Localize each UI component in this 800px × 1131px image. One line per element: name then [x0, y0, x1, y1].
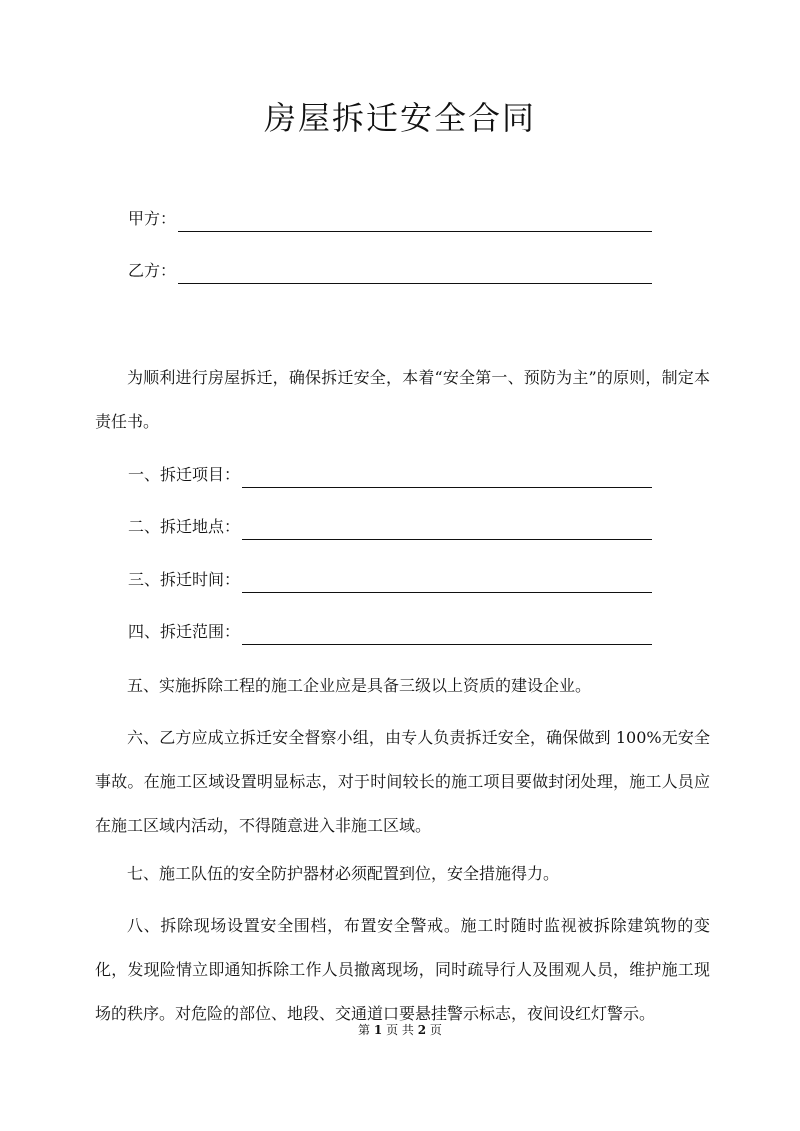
item-scope-field	[128, 621, 652, 645]
clause-8-paragraph: 八、拆除现场设置安全围档，布置安全警戒。施工时随时监视被拆除建筑物的变化，发现险情立即通知拆除工作人员撤离现场，同时疏导行人及围观人员，维护施工现场的秩序。对危险的部位、地段、交通道口要悬挂警示标志，夜间设红灯警示。	[95, 916, 710, 1023]
clause-5-paragraph: 五、实施拆除工程的施工企业应是具备三级以上资质的建设企业。	[127, 676, 592, 695]
page-title: 房屋拆迁安全合同	[263, 99, 536, 137]
item-project-field	[128, 464, 652, 488]
item-project-label: 一、拆迁项目：	[128, 465, 241, 484]
item-project-blank-line	[242, 469, 652, 488]
page-footer	[0, 1022, 800, 1038]
item-location-field	[128, 516, 652, 540]
item-location-blank-line	[242, 521, 652, 540]
party-a-blank-line	[178, 213, 652, 232]
item-scope-label: 四、拆迁范围：	[128, 622, 241, 641]
item-time-field	[128, 569, 652, 593]
party-b-blank-line	[178, 265, 652, 284]
footer-current-page: 1	[373, 1023, 383, 1037]
clause-6-paragraph: 六、乙方应成立拆迁安全督察小组，由专人负责拆迁安全，确保做到 100%无安全事故。在施工区域设置明显标志，对于时间较长的施工项目要做封闭处理，施工人员应在施工区域内活动，不得随意进入非施工区域。	[95, 728, 710, 835]
party-a-label: 甲方：	[128, 209, 177, 228]
item-scope-blank-line	[242, 626, 652, 645]
intro-paragraph: 为顺利进行房屋拆迁，确保拆迁安全，本着“安全第一、预防为主”的原则，制定本责任书。	[95, 368, 710, 431]
footer-total-pages: 2	[417, 1023, 427, 1037]
footer-prefix: 第	[358, 1023, 371, 1037]
item-time-label: 三、拆迁时间：	[128, 570, 241, 589]
party-b-field	[128, 260, 652, 284]
item-time-blank-line	[242, 574, 652, 593]
item-location-label: 二、拆迁地点：	[128, 517, 241, 536]
footer-middle: 页 共	[386, 1023, 414, 1037]
party-a-field	[128, 208, 652, 232]
party-b-label: 乙方：	[128, 261, 177, 280]
clause-7-paragraph: 七、施工队伍的安全防护器材必须配置到位，安全措施得力。	[127, 864, 560, 883]
footer-suffix: 页	[429, 1023, 442, 1037]
